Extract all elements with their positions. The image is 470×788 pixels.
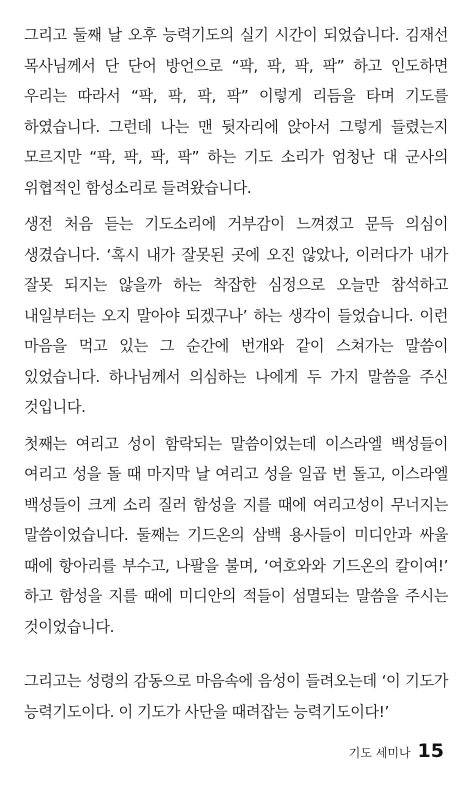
paragraph: 첫째는 여리고 성이 함락되는 말씀이었는데 이스라엘 백성들이 여리고 성을 돌 때 마지막 날 여리고 성을 일곱 번 돌고, 이스라엘 백성들이 크게 소리 질러 함성을 지를 때에 여리고성이 무너지는 말씀이었습니다. 둘째는 기드온의 삼백 용사들이 미디안과 싸울 때에 항아리를 부수고, 나팔을 불며, ‘여호와와 기드온의 칼이여!’ 하고 함성을 지를 때에 미디안의 적들이 섬멸되는 말씀을 주시는 것이었습니다. [24,434,448,636]
paragraph: 생전 처음 듣는 기도소리에 거부감이 느껴졌고 문득 의심이 생겼습니다. ‘혹시 내가 잘못된 곳에 오진 않았나, 이러다가 내가 잘못 되지는 않을까 하는 착잡한 심정으로 오늘만 참석하고 내일부터는 오지 말아야 되겠구나’ 하는 생각이 들었습니다. 이런 마음을 먹고 있는 그 순간에 번개와 같이 스쳐가는 말씀이 있었습니다. 하나님께서 의심하는 나에게 두 가지 말씀을 주신 것입니다. [24,215,448,416]
paragraph: 그리고는 성령의 감동으로 마음속에 음성이 들려오는데 ‘이 기도가 능력기도이다. 이 기도가 사단을 때려잡는 능력기도이다!’ [24,672,448,721]
page-footer [349,740,444,762]
page-body [24,20,448,733]
page-number: 15 [417,740,444,762]
paragraph: 그리고 둘째 날 오후 능력기도의 실기 시간이 되었습니다. 김재선 목사님께서 단 단어 방언으로 “팍, 팍, 팍, 팍” 하고 인도하면 우리는 따라서 “팍, 팍, 팍, 팍” 이렇게 리듬을 타며 기도를 하였습니다. 그런데 나는 맨 뒷자리에 앉아서 그렇게 들렸는지 모르지만 “팍, 팍, 팍, 팍” 하는 기도 소리가 엄청난 대 군사의 위협적인 함성소리로 들려왔습니다. [24,26,448,197]
running-title: 기도 세미나 [348,746,411,760]
